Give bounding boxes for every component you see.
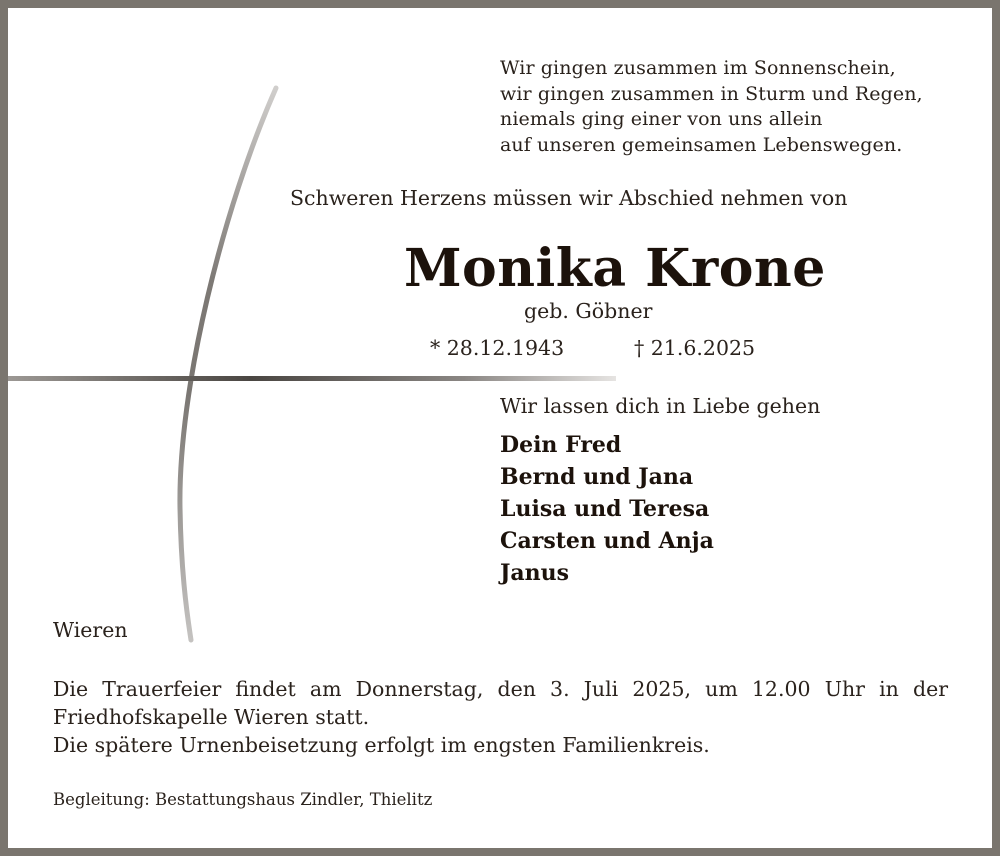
- obituary-page: [8, 8, 992, 848]
- notice-line: Die Trauerfeier findet am Donnerstag, den 3. Juli 2025, um 12.00 Uhr in der: [53, 677, 948, 701]
- poem-line: Wir gingen zusammen im Sonnenschein,: [500, 57, 896, 79]
- place-name: Wieren: [53, 618, 128, 642]
- family-member: Janus: [500, 560, 570, 586]
- family-list: [500, 429, 714, 589]
- birth-date: * 28.12.1943: [430, 336, 565, 360]
- funeral-notice: [53, 675, 948, 759]
- intro-text: Schweren Herzens müssen wir Abschied nehmen von: [290, 186, 848, 210]
- notice-line: Die spätere Urnenbeisetzung erfolgt im engsten Familienkreis.: [53, 733, 710, 757]
- family-member: Luisa und Teresa: [500, 496, 710, 522]
- deceased-name: Monika Krone: [404, 238, 826, 299]
- notice-line: Friedhofskapelle Wieren statt.: [53, 705, 370, 729]
- poem: [500, 56, 923, 158]
- family-member: Carsten und Anja: [500, 528, 714, 554]
- poem-line: auf unseren gemeinsamen Lebenswegen.: [500, 133, 903, 156]
- poem-line: wir gingen zusammen in Sturm und Regen,: [500, 82, 923, 105]
- death-date: † 21.6.2025: [634, 336, 756, 360]
- family-member: Dein Fred: [500, 432, 622, 458]
- family-member: Bernd und Jana: [500, 464, 694, 490]
- farewell-text: Wir lassen dich in Liebe gehen: [500, 394, 821, 418]
- poem-line: niemals ging einer von uns allein: [500, 108, 823, 130]
- funeral-home-credit: Begleitung: Bestattungshaus Zindler, Thielitz: [53, 790, 433, 809]
- maiden-name: geb. Göbner: [524, 299, 653, 323]
